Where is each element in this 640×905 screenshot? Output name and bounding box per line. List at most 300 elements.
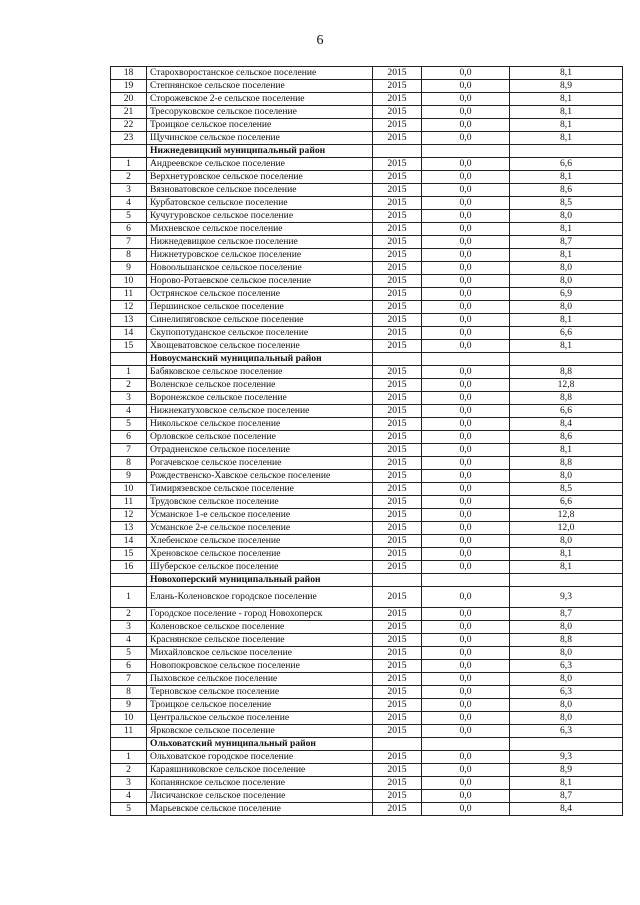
region-header-row [111, 353, 623, 366]
settlement-name: Хлебенское сельское поселение [147, 535, 373, 548]
year-cell: 2015 [373, 275, 422, 288]
year-cell: 2015 [373, 673, 422, 686]
value-a-cell: 0,0 [422, 522, 510, 535]
region-name: Новохоперский муниципальный район [147, 574, 373, 587]
year-cell: 2015 [373, 764, 422, 777]
value-a-cell: 0,0 [422, 647, 510, 660]
table-row [111, 444, 623, 457]
year-cell: 2015 [373, 587, 422, 608]
year-cell: 2015 [373, 340, 422, 353]
value-b-cell: 8,0 [510, 275, 623, 288]
row-number: 21 [111, 106, 147, 119]
settlement-name: Михневское сельское поселение [147, 223, 373, 236]
region-name: Ольховатский муниципальный район [147, 738, 373, 751]
year-cell: 2015 [373, 686, 422, 699]
value-a-cell: 0,0 [422, 80, 510, 93]
settlement-name: Андреевское сельское поселение [147, 158, 373, 171]
value-a-cell: 0,0 [422, 366, 510, 379]
settlement-name: Орловское сельское поселение [147, 431, 373, 444]
row-number: 3 [111, 777, 147, 790]
value-a-cell: 0,0 [422, 418, 510, 431]
table-row [111, 725, 623, 738]
year-cell: 2015 [373, 392, 422, 405]
year-cell: 2015 [373, 93, 422, 106]
table-row [111, 80, 623, 93]
settlement-name: Рождественско-Хавское сельское поселение [147, 470, 373, 483]
row-number: 13 [111, 314, 147, 327]
table-row [111, 621, 623, 634]
row-number: 1 [111, 158, 147, 171]
value-b-cell: 6,6 [510, 496, 623, 509]
value-b-cell: 12,8 [510, 509, 623, 522]
table-row [111, 803, 623, 816]
settlement-name: Рогачевское сельское поселение [147, 457, 373, 470]
settlement-name: Новоольшанское сельское поселение [147, 262, 373, 275]
settlement-name: Коленовское сельское поселение [147, 621, 373, 634]
year-cell: 2015 [373, 80, 422, 93]
value-a-cell: 0,0 [422, 405, 510, 418]
settlement-name: Усманское 1-е сельское поселение [147, 509, 373, 522]
row-number: 1 [111, 366, 147, 379]
settlement-name: Воронежское сельское поселение [147, 392, 373, 405]
value-b-cell: 8,1 [510, 106, 623, 119]
table-row [111, 686, 623, 699]
year-cell: 2015 [373, 288, 422, 301]
value-b-cell: 8,1 [510, 314, 623, 327]
table-row [111, 457, 623, 470]
year-cell: 2015 [373, 106, 422, 119]
value-b-cell: 8,0 [510, 647, 623, 660]
year-cell: 2015 [373, 548, 422, 561]
row-number: 12 [111, 301, 147, 314]
settlement-name: Никольское сельское поселение [147, 418, 373, 431]
year-cell: 2015 [373, 634, 422, 647]
year-cell: 2015 [373, 171, 422, 184]
value-a-cell: 0,0 [422, 171, 510, 184]
year-cell: 2015 [373, 262, 422, 275]
settlement-name: Хвощеватовское сельское поселение [147, 340, 373, 353]
table-row [111, 660, 623, 673]
table-row [111, 119, 623, 132]
row-number: 15 [111, 548, 147, 561]
value-a-cell: 0,0 [422, 535, 510, 548]
table-row [111, 158, 623, 171]
value-b-cell: 9,3 [510, 751, 623, 764]
year-cell: 2015 [373, 132, 422, 145]
row-number: 2 [111, 171, 147, 184]
table-row [111, 184, 623, 197]
row-number: 5 [111, 647, 147, 660]
value-a-cell: 0,0 [422, 340, 510, 353]
table-row [111, 535, 623, 548]
row-number: 20 [111, 93, 147, 106]
year-cell: 2015 [373, 301, 422, 314]
table-row [111, 673, 623, 686]
row-number: 9 [111, 262, 147, 275]
settlement-name: Нижнекатуховское сельское поселение [147, 405, 373, 418]
settlement-name: Нижнедевицкое сельское поселение [147, 236, 373, 249]
value-b-cell: 12,8 [510, 379, 623, 392]
settlement-name: Троицкое сельское поселение [147, 699, 373, 712]
value-a-cell: 0,0 [422, 67, 510, 80]
region-header-row [111, 145, 623, 158]
settlement-name: Курбатовское сельское поселение [147, 197, 373, 210]
empty-cell [111, 738, 147, 751]
row-number: 8 [111, 457, 147, 470]
value-b-cell: 6,3 [510, 725, 623, 738]
value-a-cell: 0,0 [422, 431, 510, 444]
year-cell: 2015 [373, 379, 422, 392]
value-a-cell: 0,0 [422, 327, 510, 340]
table-row [111, 790, 623, 803]
row-number: 1 [111, 751, 147, 764]
empty-cell [111, 353, 147, 366]
value-b-cell: 6,6 [510, 405, 623, 418]
table-row [111, 171, 623, 184]
settlement-name: Шуберское сельское поселение [147, 561, 373, 574]
row-number: 14 [111, 535, 147, 548]
value-a-cell: 0,0 [422, 673, 510, 686]
value-b-cell: 8,6 [510, 431, 623, 444]
value-b-cell: 8,6 [510, 184, 623, 197]
year-cell: 2015 [373, 457, 422, 470]
value-a-cell: 0,0 [422, 712, 510, 725]
value-a-cell: 0,0 [422, 621, 510, 634]
value-b-cell: 8,1 [510, 249, 623, 262]
year-cell: 2015 [373, 803, 422, 816]
empty-cell [422, 574, 510, 587]
value-a-cell: 0,0 [422, 93, 510, 106]
settlement-name: Сторожевское 2-е сельское поселение [147, 93, 373, 106]
row-number: 13 [111, 522, 147, 535]
value-b-cell: 8,0 [510, 210, 623, 223]
year-cell: 2015 [373, 483, 422, 496]
row-number: 18 [111, 67, 147, 80]
value-b-cell: 8,0 [510, 673, 623, 686]
settlement-name: Вязноватовское сельское поселение [147, 184, 373, 197]
value-b-cell: 8,9 [510, 80, 623, 93]
settlement-name: Скупопотуданское сельское поселение [147, 327, 373, 340]
year-cell: 2015 [373, 366, 422, 379]
value-b-cell: 8,0 [510, 621, 623, 634]
table-row [111, 236, 623, 249]
table-row [111, 483, 623, 496]
value-b-cell: 6,3 [510, 660, 623, 673]
table-row [111, 634, 623, 647]
value-a-cell: 0,0 [422, 210, 510, 223]
year-cell: 2015 [373, 725, 422, 738]
empty-cell [510, 353, 623, 366]
settlement-name: Хреновское сельское поселение [147, 548, 373, 561]
value-a-cell: 0,0 [422, 106, 510, 119]
data-table [110, 66, 623, 816]
settlement-name: Степнянское сельское поселение [147, 80, 373, 93]
settlement-name: Бабяковское сельское поселение [147, 366, 373, 379]
value-b-cell: 8,0 [510, 470, 623, 483]
region-name: Нижнедевицкий муниципальный район [147, 145, 373, 158]
value-b-cell: 8,8 [510, 457, 623, 470]
value-b-cell: 8,8 [510, 392, 623, 405]
value-a-cell: 0,0 [422, 764, 510, 777]
region-name: Новоусманский муниципальный район [147, 353, 373, 366]
row-number: 4 [111, 405, 147, 418]
table-row [111, 496, 623, 509]
row-number: 5 [111, 803, 147, 816]
value-b-cell: 8,7 [510, 236, 623, 249]
table-row [111, 587, 623, 608]
value-b-cell: 8,5 [510, 197, 623, 210]
settlement-name: Троицкое сельское поселение [147, 119, 373, 132]
value-b-cell: 8,1 [510, 132, 623, 145]
value-b-cell: 8,8 [510, 634, 623, 647]
settlement-name: Тресоруковское сельское поселение [147, 106, 373, 119]
table-row [111, 509, 623, 522]
value-a-cell: 0,0 [422, 699, 510, 712]
row-number: 8 [111, 686, 147, 699]
value-b-cell: 8,1 [510, 548, 623, 561]
value-a-cell: 0,0 [422, 561, 510, 574]
value-b-cell: 8,1 [510, 444, 623, 457]
row-number: 15 [111, 340, 147, 353]
row-number: 3 [111, 392, 147, 405]
value-a-cell: 0,0 [422, 457, 510, 470]
table-row [111, 751, 623, 764]
settlement-name: Верхнетуровское сельское поселение [147, 171, 373, 184]
value-a-cell: 0,0 [422, 444, 510, 457]
year-cell: 2015 [373, 751, 422, 764]
year-cell: 2015 [373, 777, 422, 790]
row-number: 7 [111, 236, 147, 249]
year-cell: 2015 [373, 236, 422, 249]
settlement-name: Усманское 2-е сельское поселение [147, 522, 373, 535]
year-cell: 2015 [373, 712, 422, 725]
table-row [111, 379, 623, 392]
table-row [111, 275, 623, 288]
empty-cell [373, 353, 422, 366]
year-cell: 2015 [373, 496, 422, 509]
year-cell: 2015 [373, 197, 422, 210]
value-a-cell: 0,0 [422, 184, 510, 197]
year-cell: 2015 [373, 158, 422, 171]
table-row [111, 249, 623, 262]
value-b-cell: 8,4 [510, 418, 623, 431]
value-a-cell: 0,0 [422, 686, 510, 699]
empty-cell [373, 145, 422, 158]
table-row [111, 327, 623, 340]
empty-cell [510, 145, 623, 158]
row-number: 2 [111, 764, 147, 777]
table-row [111, 93, 623, 106]
table-row [111, 366, 623, 379]
year-cell: 2015 [373, 210, 422, 223]
value-b-cell: 8,0 [510, 535, 623, 548]
row-number: 3 [111, 621, 147, 634]
value-a-cell: 0,0 [422, 223, 510, 236]
row-number: 10 [111, 483, 147, 496]
year-cell: 2015 [373, 67, 422, 80]
value-b-cell: 8,1 [510, 93, 623, 106]
empty-cell [111, 574, 147, 587]
table-row [111, 262, 623, 275]
table-row [111, 431, 623, 444]
table-row [111, 314, 623, 327]
settlement-name: Першинское сельское поселение [147, 301, 373, 314]
settlement-name: Острянское сельское поселение [147, 288, 373, 301]
row-number: 4 [111, 790, 147, 803]
year-cell: 2015 [373, 608, 422, 621]
settlement-name: Старохворостанское сельское поселение [147, 67, 373, 80]
value-a-cell: 0,0 [422, 548, 510, 561]
table-row [111, 210, 623, 223]
page-number: 6 [316, 33, 324, 48]
table-row [111, 405, 623, 418]
row-number: 11 [111, 725, 147, 738]
year-cell: 2015 [373, 522, 422, 535]
row-number: 8 [111, 249, 147, 262]
settlement-name: Марьевское сельское поселение [147, 803, 373, 816]
table-row [111, 106, 623, 119]
table-row [111, 647, 623, 660]
settlement-name: Ярковское сельское поселение [147, 725, 373, 738]
row-number: 6 [111, 431, 147, 444]
year-cell: 2015 [373, 509, 422, 522]
value-b-cell: 8,0 [510, 301, 623, 314]
settlement-name: Трудовское сельское поселение [147, 496, 373, 509]
row-number: 23 [111, 132, 147, 145]
settlement-name: Новопокровское сельское поселение [147, 660, 373, 673]
table-row [111, 301, 623, 314]
row-number: 4 [111, 634, 147, 647]
table-row [111, 418, 623, 431]
row-number: 2 [111, 608, 147, 621]
value-a-cell: 0,0 [422, 275, 510, 288]
settlement-name: Краснянское сельское поселение [147, 634, 373, 647]
table-row [111, 764, 623, 777]
settlement-name: Караяшниковское сельское поселение [147, 764, 373, 777]
value-a-cell: 0,0 [422, 379, 510, 392]
empty-cell [373, 738, 422, 751]
empty-cell [422, 145, 510, 158]
settlement-name: Копанянское сельское поселение [147, 777, 373, 790]
value-b-cell: 8,1 [510, 340, 623, 353]
value-a-cell: 0,0 [422, 301, 510, 314]
settlement-name: Нижнетуровское сельское поселение [147, 249, 373, 262]
year-cell: 2015 [373, 405, 422, 418]
value-a-cell: 0,0 [422, 314, 510, 327]
value-b-cell: 8,9 [510, 764, 623, 777]
table-row [111, 132, 623, 145]
value-a-cell: 0,0 [422, 587, 510, 608]
year-cell: 2015 [373, 470, 422, 483]
year-cell: 2015 [373, 561, 422, 574]
value-b-cell: 6,9 [510, 288, 623, 301]
table-row [111, 561, 623, 574]
empty-cell [422, 353, 510, 366]
row-number: 6 [111, 660, 147, 673]
empty-cell [510, 574, 623, 587]
empty-cell [510, 738, 623, 751]
value-a-cell: 0,0 [422, 496, 510, 509]
value-a-cell: 0,0 [422, 777, 510, 790]
year-cell: 2015 [373, 184, 422, 197]
value-b-cell: 8,1 [510, 171, 623, 184]
row-number: 22 [111, 119, 147, 132]
row-number: 16 [111, 561, 147, 574]
value-b-cell: 8,1 [510, 67, 623, 80]
row-number: 12 [111, 509, 147, 522]
year-cell: 2015 [373, 660, 422, 673]
value-a-cell: 0,0 [422, 158, 510, 171]
year-cell: 2015 [373, 418, 422, 431]
row-number: 9 [111, 470, 147, 483]
settlement-name: Тимирязевское сельское поселение [147, 483, 373, 496]
value-b-cell: 8,8 [510, 366, 623, 379]
value-a-cell: 0,0 [422, 119, 510, 132]
year-cell: 2015 [373, 790, 422, 803]
value-b-cell: 8,1 [510, 119, 623, 132]
table-row [111, 197, 623, 210]
year-cell: 2015 [373, 249, 422, 262]
row-number: 4 [111, 197, 147, 210]
value-a-cell: 0,0 [422, 608, 510, 621]
value-b-cell: 8,7 [510, 608, 623, 621]
row-number: 5 [111, 418, 147, 431]
settlement-name: Михайловское сельское поселение [147, 647, 373, 660]
year-cell: 2015 [373, 223, 422, 236]
region-header-row [111, 574, 623, 587]
settlement-name: Лисичанское сельское поселение [147, 790, 373, 803]
value-b-cell: 8,0 [510, 262, 623, 275]
empty-cell [373, 574, 422, 587]
value-a-cell: 0,0 [422, 392, 510, 405]
value-a-cell: 0,0 [422, 790, 510, 803]
value-a-cell: 0,0 [422, 660, 510, 673]
settlement-name: Центральское сельское поселение [147, 712, 373, 725]
value-a-cell: 0,0 [422, 751, 510, 764]
value-b-cell: 8,1 [510, 223, 623, 236]
table-row [111, 522, 623, 535]
empty-cell [111, 145, 147, 158]
row-number: 3 [111, 184, 147, 197]
value-b-cell: 8,7 [510, 790, 623, 803]
year-cell: 2015 [373, 699, 422, 712]
value-a-cell: 0,0 [422, 725, 510, 738]
row-number: 19 [111, 80, 147, 93]
value-a-cell: 0,0 [422, 634, 510, 647]
value-a-cell: 0,0 [422, 249, 510, 262]
year-cell: 2015 [373, 314, 422, 327]
value-a-cell: 0,0 [422, 470, 510, 483]
table-row [111, 223, 623, 236]
table-body [111, 67, 623, 816]
value-b-cell: 8,0 [510, 712, 623, 725]
settlement-name: Воленское сельское поселение [147, 379, 373, 392]
table-row [111, 712, 623, 725]
value-b-cell: 6,3 [510, 686, 623, 699]
table-row [111, 699, 623, 712]
table-row [111, 608, 623, 621]
row-number: 11 [111, 288, 147, 301]
settlement-name: Городское поселение - город Новохоперск [147, 608, 373, 621]
settlement-name: Норово-Ротаевское сельское поселение [147, 275, 373, 288]
value-b-cell: 9,3 [510, 587, 623, 608]
row-number: 11 [111, 496, 147, 509]
table-row [111, 288, 623, 301]
row-number: 10 [111, 275, 147, 288]
value-a-cell: 0,0 [422, 262, 510, 275]
settlement-name: Елань-Коленовское городское поселение [147, 587, 373, 608]
settlement-name: Кучугуровское сельское поселение [147, 210, 373, 223]
